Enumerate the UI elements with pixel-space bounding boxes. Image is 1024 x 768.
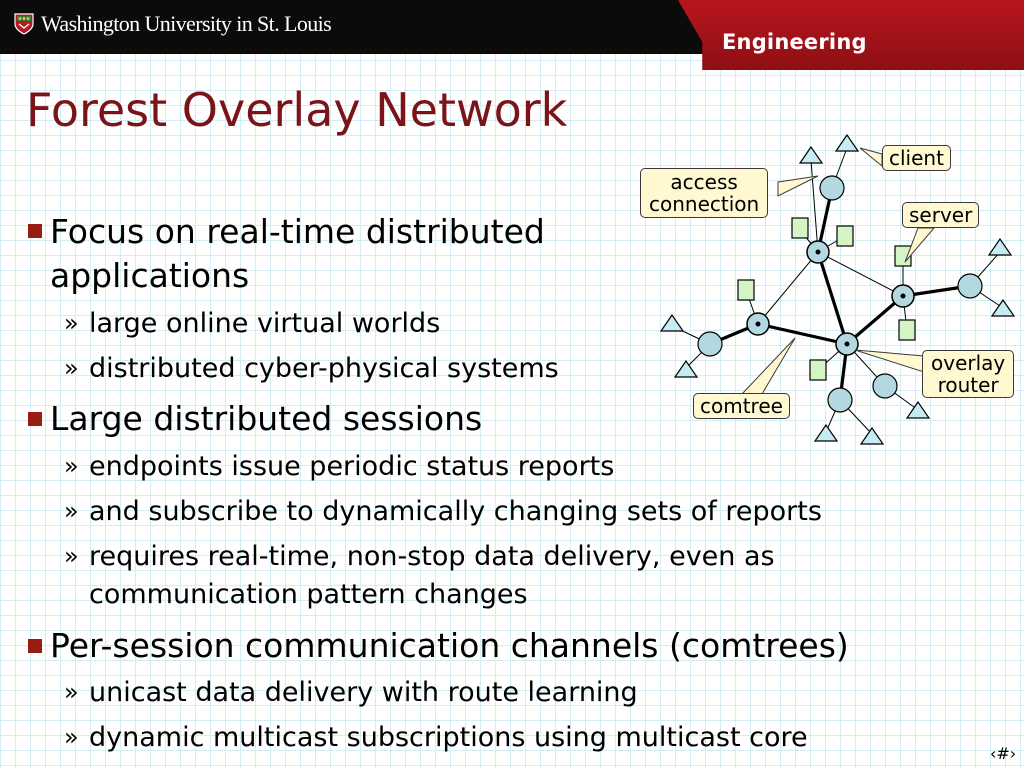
sub-bullet-marker-icon: » (64, 542, 79, 570)
bullet-item: Per-session communication channels (comtrees) (50, 626, 849, 665)
leaf-router-node (820, 176, 844, 200)
department-name: Engineering (722, 30, 867, 54)
sub-bullet-item: requires real-time, non-stop data delivery, even as (89, 541, 775, 572)
server-node (810, 360, 826, 380)
leaf-router-node (828, 388, 852, 412)
bullet-item: Focus on real-time distributed (50, 212, 545, 251)
leaf-router-node (873, 374, 897, 398)
server-node (792, 218, 808, 238)
client-node (800, 147, 822, 163)
client-callout (882, 145, 951, 171)
leaf-router-node (698, 332, 722, 356)
router-label: router (937, 373, 999, 397)
sub-bullet-item: distributed cyber-physical systems (89, 353, 559, 384)
client-node (815, 425, 837, 441)
router-dots (756, 250, 906, 347)
comtree-callout (693, 393, 790, 419)
access-connection-callout (640, 168, 768, 218)
client-node (861, 428, 883, 444)
sub-bullet-marker-icon: » (64, 678, 79, 706)
sub-bullet-marker-icon: » (64, 497, 79, 525)
comtree-label: comtree (700, 394, 783, 418)
server-node (837, 226, 853, 246)
connection-label: connection (649, 192, 760, 216)
sub-bullet-marker-icon: » (64, 354, 79, 382)
client-label: client (889, 146, 944, 170)
slide-title: Forest Overlay Network (26, 83, 568, 137)
server-callout (902, 202, 979, 228)
slide-number: ‹#› (990, 744, 1017, 763)
bullet-item: Large distributed sessions (50, 399, 483, 438)
sub-bullet-marker-icon: » (64, 723, 79, 751)
overlay-router-callout (922, 350, 1014, 398)
server-node (738, 280, 754, 300)
sub-bullet-item: and subscribe to dynamically changing sets of reports (89, 496, 822, 527)
sub-bullet-item: dynamic multicast subscriptions using multicast core (89, 722, 808, 753)
sub-bullet-item-continuation: communication pattern changes (89, 579, 528, 610)
sub-bullet-marker-icon: » (64, 309, 79, 337)
sub-bullet-item: unicast data delivery with route learning (89, 677, 638, 708)
overlay-label: overlay (931, 351, 1006, 375)
bullet-item-continuation: applications (50, 256, 250, 295)
university-name: Washington University in St. Louis (41, 11, 332, 36)
sub-bullet-item: endpoints issue periodic status reports (89, 451, 615, 482)
access-label: access (670, 170, 738, 194)
client-node (675, 361, 697, 377)
sub-bullet-item: large online virtual worlds (89, 308, 441, 339)
client-node (661, 315, 683, 331)
leaf-router-node (958, 274, 982, 298)
sub-bullet-marker-icon: » (64, 452, 79, 480)
client-node (836, 135, 858, 151)
server-node (899, 320, 915, 340)
client-node (989, 239, 1011, 255)
server-label: server (909, 203, 973, 227)
